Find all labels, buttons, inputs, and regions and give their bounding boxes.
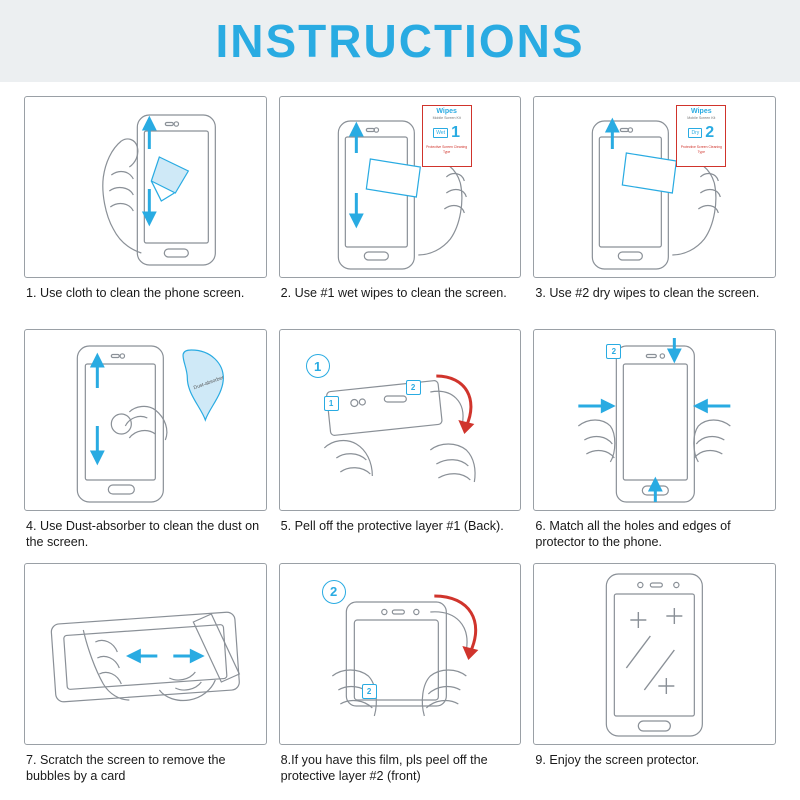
- step-cell-2: [273, 92, 528, 325]
- step-6-layer-tag: 2: [606, 344, 621, 359]
- step-6-illustration: [533, 329, 776, 511]
- step-8-illustration: [279, 563, 522, 745]
- packet-type-tag: Dry: [688, 128, 702, 138]
- step-1-caption: 1. Use cloth to clean the phone screen.: [26, 286, 245, 300]
- dust-absorber-sticker-icon: [25, 330, 266, 510]
- dust-absorber-label: Dust-absorber: [192, 375, 225, 392]
- packet-footnote: Protective Screen Cleaning Type: [680, 145, 722, 154]
- packet-type-tag: Wet: [433, 128, 448, 138]
- step-5-layer-tag-b: 1: [324, 396, 339, 411]
- steps-grid: [0, 82, 800, 800]
- step-cell-6: [527, 325, 782, 558]
- step-6-caption: 6. Match all the holes and edges of protector to the phone.: [535, 519, 731, 550]
- align-protector-icon: [534, 330, 775, 510]
- step-9-caption: 9. Enjoy the screen protector.: [535, 752, 700, 767]
- step-8-caption: 8.If you have this film, pls peel off the protective layer #2 (front): [280, 752, 488, 783]
- packet-number-row: [423, 125, 471, 141]
- step-cell-7: [18, 559, 273, 792]
- page-header: [0, 0, 800, 82]
- step-2-caption: 2. Use #1 wet wipes to clean the screen.: [280, 286, 507, 300]
- step-5-caption: 5. Pell off the protective layer #1 (Back).: [280, 519, 504, 534]
- packet-number: 2: [705, 124, 715, 141]
- wet-wipe-packet-label: [422, 105, 472, 167]
- step-9-illustration: [533, 563, 776, 745]
- step-5-badge: 1: [306, 354, 330, 378]
- step-7-illustration: [24, 563, 267, 745]
- step-8-layer-tag: 2: [362, 684, 377, 699]
- step-cell-9: [527, 559, 782, 792]
- finished-phone-icon: [534, 564, 775, 744]
- peel-front-layer-icon: [280, 564, 521, 744]
- page-title: INSTRUCTIONS: [215, 15, 585, 67]
- step-1-illustration: [24, 96, 267, 278]
- step-cell-1: [18, 92, 273, 325]
- wet-wipe-packet-icon: [280, 97, 521, 277]
- step-8-badge: 2: [322, 580, 346, 604]
- step-cell-4: [18, 325, 273, 558]
- step-3-caption: 3. Use #2 dry wipes to clean the screen.: [535, 286, 760, 300]
- step-cell-3: [527, 92, 782, 325]
- step-2-illustration: [279, 96, 522, 278]
- step-7-caption: 7. Scratch the screen to remove the bubbles by a card: [26, 752, 226, 783]
- packet-number: 1: [451, 124, 461, 141]
- packet-subtitle: Mobile Screen Kit: [687, 116, 716, 120]
- step-cell-8: [273, 559, 528, 792]
- dry-wipe-packet-icon: [534, 97, 775, 277]
- packet-brand: Wipes: [436, 108, 457, 115]
- packet-footnote: Protective Screen Cleaning Type: [426, 145, 468, 154]
- step-5-illustration: [279, 329, 522, 511]
- step-3-illustration: [533, 96, 776, 278]
- packet-number-row: [677, 125, 725, 141]
- step-4-illustration: [24, 329, 267, 511]
- step-4-caption: 4. Use Dust-absorber to clean the dust on the screen.: [26, 519, 260, 550]
- hand-holding-phone-with-cloth-icon: [25, 97, 266, 277]
- step-5-layer-tag-a: 2: [406, 380, 421, 395]
- squeegee-card-icon: [25, 564, 266, 744]
- dry-wipe-packet-label: [676, 105, 726, 167]
- step-cell-5: [273, 325, 528, 558]
- packet-brand: Wipes: [691, 108, 712, 115]
- packet-subtitle: Mobile Screen Kit: [432, 116, 461, 120]
